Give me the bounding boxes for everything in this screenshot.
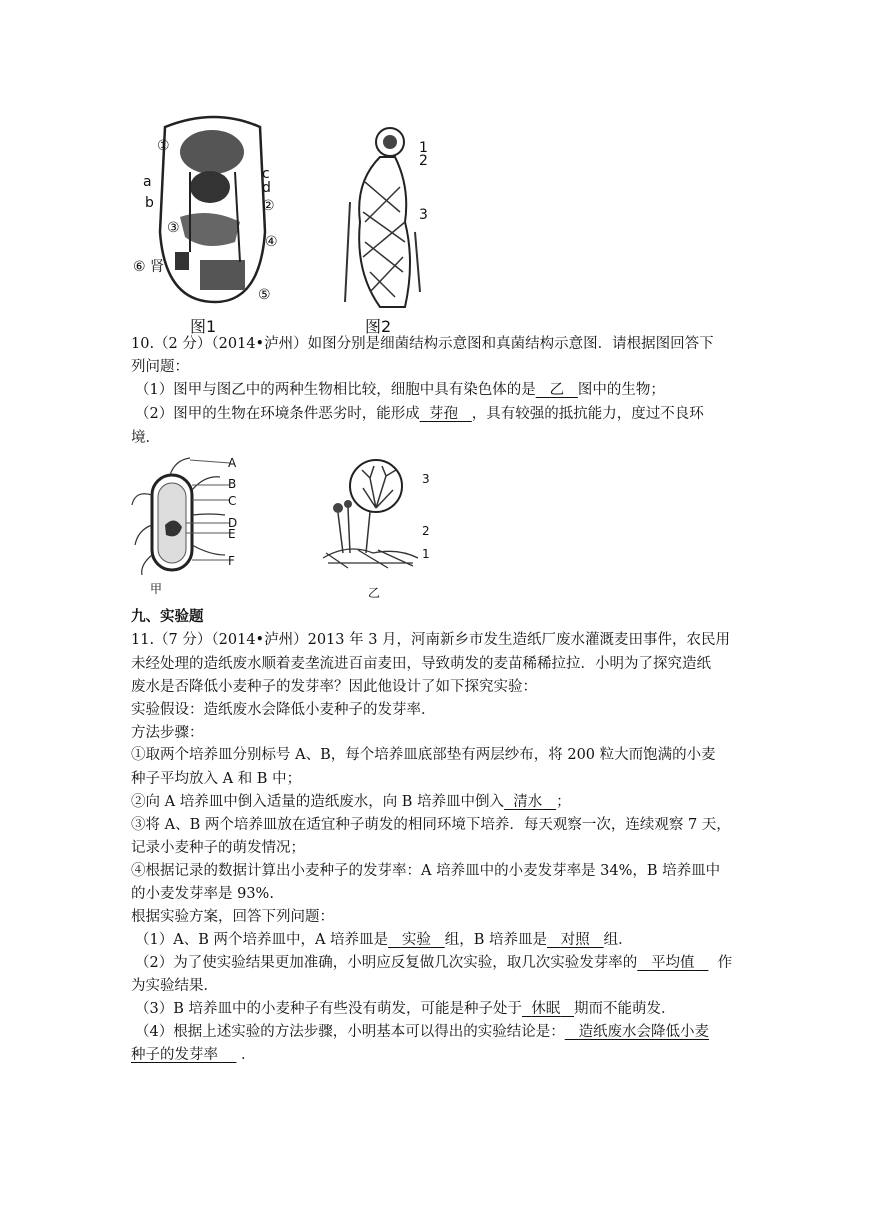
q10-p2-answer-text: 芽孢 [428, 406, 458, 422]
fig1-label-a: a [143, 174, 152, 190]
q10-part2 [135, 404, 704, 424]
q11-step1: ①取两个培养皿分别标号 A、B，每个培养皿底部垫有两层纱布，将 200 粒大而饱满的小麦 [131, 747, 716, 763]
q10-p2-tail: ，具有较强的抵抗能力，度过不良环 [471, 406, 704, 422]
q11-sub3-answer-text: 休眠 [531, 1001, 561, 1017]
q11-sub1-answer2 [547, 932, 604, 948]
q11-sub2-answer-text: 平均值 [651, 955, 695, 971]
jia-label-B: B [228, 477, 237, 491]
fig2-label-3: 3 [419, 207, 428, 223]
q11-step1-cont: 种子平均放入 A 和 B 中； [131, 771, 302, 787]
q11-sub1-answer2-text: 对照 [560, 932, 590, 948]
fig1-caption: 图1 [190, 317, 217, 336]
q10-p1-answer [536, 382, 578, 398]
q10-part2-cont: 境． [131, 430, 160, 446]
q11-step2 [131, 792, 571, 812]
q11-sub4-tail: ． [241, 1047, 256, 1063]
fig1-label-5: ⑤ [258, 287, 271, 303]
q11-step3-cont: 记录小麦种子的萌发情况； [131, 840, 305, 856]
q11-line2: 未经处理的造纸废水顺着麦垄流进百亩麦田，导致萌发的麦苗稀稀拉拉．小明为了探究造纸 [131, 656, 711, 672]
fig1-label-4: ④ [265, 234, 278, 250]
q11-line1: 11.（7 分）（2014•泸州）2013 年 3 月，河南新乡市发生造纸厂废水灌溉麦田事件，农民用 [131, 632, 731, 648]
q10-head: 10.（2 分）（2014•泸州）如图分别是细菌结构示意图和真菌结构示意图．请根据图回答下 [131, 336, 714, 352]
q11-line3: 废水是否降低小麦种子的发芽率？因此他设计了如下探究实验： [131, 679, 537, 695]
q11-sub4-answer1 [565, 1024, 709, 1040]
fig1-label-1: ① [157, 138, 170, 154]
q11-sub1 [135, 930, 633, 950]
q11-sub3-answer [522, 1001, 574, 1017]
q10-head2: 列问题： [131, 359, 189, 375]
fig2-caption: 图2 [365, 317, 392, 336]
yi-label-2: 2 [422, 524, 430, 538]
q11-sub4-answer1-text: 造纸废水会降低小麦 [578, 1024, 710, 1040]
yi-label-1: 1 [422, 547, 430, 561]
q11-step2-answer [504, 794, 556, 810]
jia-label-F: F [228, 554, 235, 568]
q11-step4-cont: 的小麦发芽率是 93%. [131, 886, 274, 902]
q10-p1-tail: 图中的生物； [577, 382, 665, 398]
q11-sub4-cont [131, 1045, 256, 1065]
jia-label-E: E [228, 527, 236, 541]
q10-p1-answer-text: 乙 [549, 382, 565, 398]
q10-p2-answer [420, 406, 472, 422]
q11-sub4-text: （4）根据上述实验的方法步骤，小明基本可以得出的实验结论是： [135, 1024, 565, 1040]
q11-step2-answer-text: 清水 [513, 794, 543, 810]
q10-part1 [135, 380, 665, 400]
q10-p2-text: （2）图甲的生物在环境条件恶劣时，能形成 [135, 406, 420, 422]
q11-sub1-tail: 组． [603, 932, 633, 948]
figure-jia-bacterium [130, 455, 240, 580]
jia-label-A: A [228, 456, 237, 470]
q11-sub4-answer2-text: 种子的发芽率 [131, 1047, 218, 1063]
q11-sub1-answer1-text: 实验 [401, 932, 431, 948]
fig2-label-2: 2 [419, 153, 428, 169]
figure-yi-mold [318, 458, 428, 578]
fig1-label-b: b [145, 195, 154, 211]
q11-sub2-cont: 为实验结果． [131, 978, 218, 994]
fig1-label-2: ② [262, 198, 275, 214]
fig1-label-6-kidney: ⑥ 肾 [133, 259, 165, 275]
q10-p1-text: （1）图甲与图乙中的两种生物相比较，细胞中具有染色体的是 [135, 382, 536, 398]
q11-sub1-answer1 [388, 932, 445, 948]
fig1-label-3: ③ [167, 220, 180, 236]
q11-sub2-answer [637, 955, 708, 971]
figure-2-nephron [335, 112, 425, 312]
q11-sub3-text: （3）B 培养皿中的小麦种子有些没有萌发，可能是种子处于 [135, 1001, 522, 1017]
jia-caption: 甲 [150, 582, 163, 596]
q11-step2-tail: ； [556, 794, 571, 810]
q11-sub1-mid: 组，B 培养皿是 [444, 932, 547, 948]
section-title: 九、实验题 [131, 608, 204, 625]
q11-sub3 [135, 999, 676, 1019]
q11-step3: ③将 A、B 两个培养皿放在适宜种子萌发的相同环境下培养．每天观察一次，连续观察 7 天， [131, 817, 731, 833]
yi-caption: 乙 [368, 586, 381, 600]
q11-sub1-text: （1）A、B 两个培养皿中，A 培养皿是 [135, 932, 389, 948]
q11-sub2 [135, 953, 732, 973]
q11-sub2-tail: 作 [717, 955, 733, 971]
fig2-label-1: 1 [419, 140, 428, 156]
q11-sub3-tail: 期而不能萌发． [574, 1001, 676, 1017]
q11-sub2-text: （2）为了使实验结果更加准确，小明应反复做几次实验，取几次实验发芽率的 [135, 955, 638, 971]
yi-label-3: 3 [422, 472, 430, 486]
fig1-label-d: d [262, 180, 271, 196]
q11-prompt: 根据实验方案，回答下列问题： [131, 909, 334, 925]
q11-step4: ④根据记录的数据计算出小麦种子的发芽率：A 培养皿中的小麦发芽率是 34%，B 培养皿中 [131, 863, 721, 879]
q11-sub4-answer2 [131, 1047, 236, 1063]
q11-step2-text: ②向 A 培养皿中倒入适量的造纸废水，向 B 培养皿中倒入 [131, 794, 505, 810]
jia-label-C: C [228, 494, 237, 508]
q11-method-title: 方法步骤： [131, 725, 204, 741]
jia-label-D: D [228, 516, 238, 530]
q11-hypothesis: 实验假设：造纸废水会降低小麦种子的发芽率． [131, 702, 436, 718]
q11-sub4 [135, 1022, 709, 1042]
fig1-label-c: c [262, 166, 270, 182]
